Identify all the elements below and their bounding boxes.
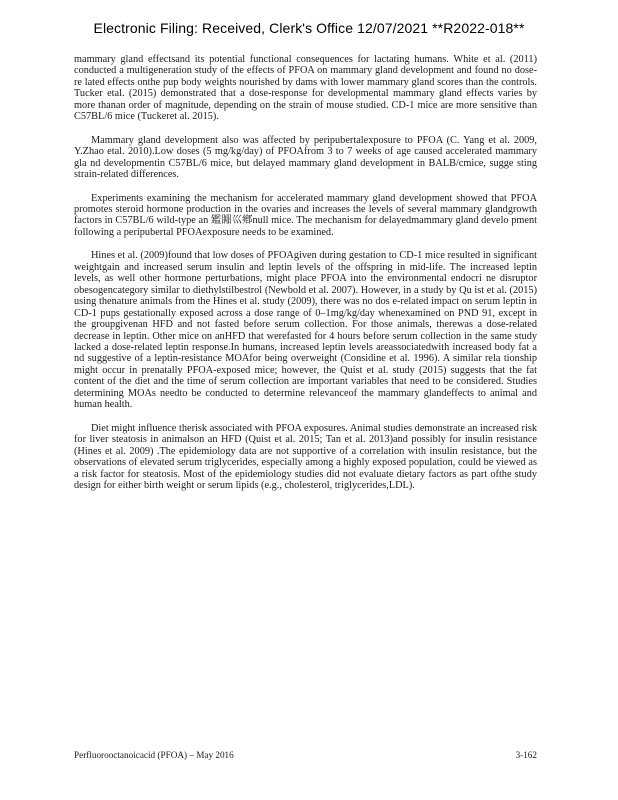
- document-body: [74, 54, 537, 503]
- filing-header: Electronic Filing: Received, Clerk's Office 12/07/2021 **R2022-018**: [93, 20, 525, 36]
- paragraph-mechanism: Experiments examining the mechanism for accelerated mammary gland development showed that PFOA promotes steroid hormone production in the ovaries and increases the levels of several mammary glandgrowth factors in C57BL/6 wild-type an 鑑嘂巛鄕null mice. The mechanism for delayedmammary gland develo pment following a peripubertal PFOAexposure needs to be examined.: [74, 192, 537, 238]
- page-footer: [74, 750, 537, 764]
- footer-page-number: 3-162: [515, 750, 537, 760]
- paragraph-mammary-effects: mammary gland effectsand its potential functional consequences for lactating humans. White et al. (2011) conducted a multigeneration study of the effects of PFOA on mammary gland development and found no dose-re lated effects onthe pup body weights nourished by dams with lower mammary gland scores than the controls. Tucker etal. (2015) demonstrated that a dose-response for developmental mammary gland effects varies by more thanan order of magnitude, depending on the strain of mouse studied. CD-1 mice are more sensitive than C57BL/6 mice (Tuckeret al. 2015).: [74, 54, 537, 123]
- footer-document-title: Perfluorooctanoicacid (PFOA) – May 2016: [74, 750, 234, 760]
- paragraph-peripubertal-exposure: Mammary gland development also was affected by peripubertalexposure to PFOA (C. Yang et al. 2009, Y.Zhao etal. 2010).Low doses (5 mg/kg/day) of PFOAfrom 3 to 7 weeks of age caused accelerated mammary gla nd developmentin C57BL/6 mice, but delayed mammary gland development in BALB/cmice, sugge sting strain-related differences.: [74, 134, 537, 181]
- paragraph-diet: Diet might influence therisk associated with PFOA exposures. Animal studies demonstrate an increased risk for liver steatosis in animalson an HFD (Quist et al. 2015; Tan et al. 2013)and possibly for insulin resistance (Hines et al. 2009) .The epidemiology data are not supportive of a correlation with insulin resistance, but the observations of elevated serum triglycerides, especially among a highly exposed population, could be viewed as a risk factor for steatosis. Most of the epidemiology studies did not evaluate dietary factors as part ofthe study design for either birth weight or serum lipids (e.g., cholesterol, triglycerides,LDL).: [74, 422, 537, 491]
- paragraph-leptin-insulin: Hines et al. (2009)found that low doses of PFOAgiven during gestation to CD-1 mice resulted in significant weightgain and increased serum insulin and leptin levels of the offspring in mid-life. The increased leptin levels, as well other hormone perturbations, might place PFOA into the environmental endocri ne disruptor obesogencategory similar to diethylstilbestrol (Newbold et al. 2007). However, in a study by Qu ist et al. (2015) using thenature animals from the Hines et al. study (2009), there was no dos e-related impact on serum leptin in CD-1 pups gestationally exposed across a dose range of 0–1mg/kg/day whenexamined on PND 91, except in the groupgivenan HFD and not fasted before serum collection. For those animals, therewas a dose-related decrease in leptin. Other mice on anHFD that werefasted for 4 hours before serum collection in the same study lacked a dose-related leptin response.In humans, increased leptin levels areassociatedwith increased body fat a nd suggestive of a leptin-resistance MOAfor being overweight (Considine et al. 1996). A similar rela tionship might occur in prenatally PFOA-exposed mice; however, the Quist et al. study (2015) suggests that the fat content of the diet and the time of serum collection are important variables that need to be considered. Studies determining MOAs needto be conducted to determine relevanceof the mammary glandeffects to animal and human health.: [74, 250, 537, 411]
